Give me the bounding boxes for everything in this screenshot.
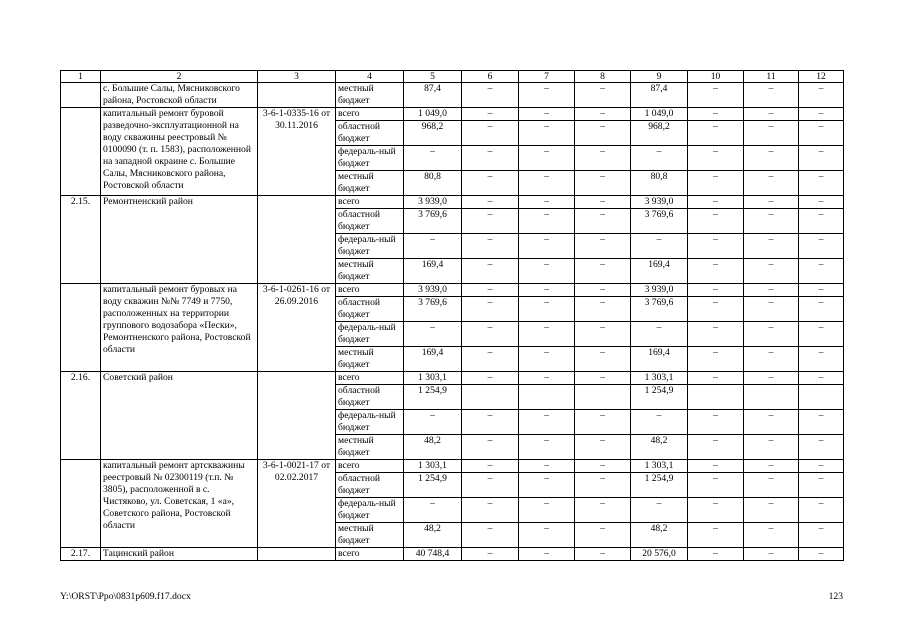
value-cell: – [519,171,575,196]
value-cell: – [744,108,799,121]
value-cell: – [519,473,575,498]
value-cell: – [462,234,519,259]
value-cell: 1 303,1 [631,460,688,473]
value-cell: – [519,83,575,108]
value-cell: – [799,196,844,209]
funding-source: всего [336,196,404,209]
value-cell: – [462,372,519,385]
value-cell: – [462,196,519,209]
value-cell: – [744,146,799,171]
value-cell: – [744,284,799,297]
value-cell: – [744,121,799,146]
value-cell: – [688,523,744,548]
table-row [61,108,844,121]
funding-source: местный бюджет [336,523,404,548]
footer-page-number: 123 [828,591,843,602]
item-number [61,108,101,196]
value-cell: – [799,435,844,460]
value-cell: – [688,108,744,121]
registration-number: 3-6-1-0261-16 от 26.09.2016 [258,284,336,372]
value-cell [799,385,844,410]
value-cell: – [462,498,519,523]
budget-table [60,70,844,561]
value-cell: – [744,460,799,473]
value-cell: – [575,121,631,146]
value-cell: – [519,372,575,385]
value-cell: – [462,108,519,121]
value-cell: – [462,460,519,473]
registration-number: 3-6-1-0021-17 от 02.02.2017 [258,460,336,548]
funding-source: областной бюджет [336,209,404,234]
value-cell: – [799,523,844,548]
value-cell: – [799,473,844,498]
value-cell: – [519,523,575,548]
header-cell: 4 [336,71,404,83]
value-cell: – [688,322,744,347]
value-cell: – [799,108,844,121]
funding-source: местный бюджет [336,259,404,284]
value-cell: – [688,372,744,385]
item-name: Советский район [101,372,258,460]
value-cell: – [799,171,844,196]
value-cell: – [631,146,688,171]
table-row [61,196,844,209]
value-cell: – [744,548,799,561]
value-cell: – [575,259,631,284]
value-cell: 1 303,1 [404,460,462,473]
value-cell: – [631,322,688,347]
registration-number [258,196,336,284]
value-cell: – [575,473,631,498]
header-cell: 11 [744,71,799,83]
value-cell: – [404,234,462,259]
item-number [61,460,101,548]
funding-source: областной бюджет [336,473,404,498]
value-cell: – [519,196,575,209]
funding-source: федераль-ный бюджет [336,322,404,347]
value-cell: – [744,473,799,498]
value-cell: 3 939,0 [631,284,688,297]
value-cell: – [799,460,844,473]
table-row [61,460,844,473]
value-cell: – [799,146,844,171]
funding-source: всего [336,108,404,121]
value-cell: – [575,209,631,234]
value-cell: – [462,473,519,498]
value-cell: – [462,146,519,171]
table-row [61,548,844,561]
item-name: капитальный ремонт буровой разведочно-эксплуатационной на воду скважины реестровый № 0100090 (т. п. 1583), расположенной на западной окраине с. Большие Салы, Мясниковского района, Ростовской области [101,108,258,196]
value-cell: 48,2 [404,435,462,460]
value-cell: 80,8 [631,171,688,196]
value-cell: – [688,473,744,498]
value-cell: – [799,284,844,297]
value-cell: – [519,410,575,435]
funding-source: областной бюджет [336,297,404,322]
item-number [61,83,101,108]
value-cell: 169,4 [404,259,462,284]
value-cell: 87,4 [631,83,688,108]
value-cell: – [462,410,519,435]
funding-source: местный бюджет [336,435,404,460]
value-cell: – [744,523,799,548]
value-cell: – [462,83,519,108]
value-cell: – [799,259,844,284]
value-cell: – [519,435,575,460]
value-cell: – [575,347,631,372]
value-cell: – [575,460,631,473]
value-cell: – [744,435,799,460]
value-cell: 1 049,0 [631,108,688,121]
header-cell: 1 [61,71,101,83]
funding-source: всего [336,460,404,473]
value-cell [688,385,744,410]
value-cell: – [688,83,744,108]
funding-source: областной бюджет [336,121,404,146]
value-cell: 3 769,6 [631,297,688,322]
value-cell: – [462,284,519,297]
value-cell: 3 939,0 [404,284,462,297]
header-cell: 8 [575,71,631,83]
value-cell: – [575,410,631,435]
value-cell: – [799,347,844,372]
value-cell: – [519,108,575,121]
value-cell: – [519,234,575,259]
value-cell: 3 939,0 [404,196,462,209]
value-cell: – [462,347,519,372]
value-cell: 169,4 [404,347,462,372]
value-cell: – [631,410,688,435]
value-cell: – [744,196,799,209]
value-cell: – [799,297,844,322]
header-cell: 2 [101,71,258,83]
value-cell: – [462,435,519,460]
value-cell: 169,4 [631,259,688,284]
table-row [61,83,844,108]
value-cell: 3 769,6 [404,297,462,322]
value-cell: – [688,284,744,297]
value-cell: – [519,548,575,561]
registration-number [258,548,336,561]
item-number: 2.15. [61,196,101,284]
value-cell: 48,2 [631,435,688,460]
header-cell: 10 [688,71,744,83]
value-cell: – [744,347,799,372]
item-name: Тацинский район [101,548,258,561]
value-cell: – [575,171,631,196]
registration-number: 3-6-1-0335-16 от 30.11.2016 [258,108,336,196]
value-cell: – [519,284,575,297]
value-cell: – [744,259,799,284]
funding-source: федераль-ный бюджет [336,498,404,523]
value-cell: 1 254,9 [631,473,688,498]
value-cell: – [799,83,844,108]
value-cell: – [575,196,631,209]
value-cell: – [744,498,799,523]
table-body [61,71,844,561]
value-cell: – [744,171,799,196]
value-cell: – [799,209,844,234]
registration-number [258,372,336,460]
value-cell [462,385,519,410]
value-cell: 968,2 [404,121,462,146]
value-cell: – [688,259,744,284]
item-number [61,284,101,372]
value-cell [519,385,575,410]
value-cell: 1 254,9 [404,385,462,410]
value-cell: – [799,121,844,146]
value-cell: 3 769,6 [404,209,462,234]
value-cell: – [799,410,844,435]
value-cell: – [744,209,799,234]
value-cell: 968,2 [631,121,688,146]
value-cell: 169,4 [631,347,688,372]
value-cell: – [631,498,688,523]
value-cell: – [688,297,744,322]
value-cell: – [799,372,844,385]
value-cell: – [575,146,631,171]
value-cell: – [575,548,631,561]
value-cell: – [519,498,575,523]
value-cell: – [688,548,744,561]
value-cell: – [404,146,462,171]
funding-source: местный бюджет [336,347,404,372]
value-cell: – [575,297,631,322]
value-cell: – [462,322,519,347]
header-cell: 6 [462,71,519,83]
value-cell: – [519,121,575,146]
value-cell: – [575,372,631,385]
value-cell: – [519,259,575,284]
funding-source: местный бюджет [336,83,404,108]
value-cell: – [688,498,744,523]
value-cell: – [519,209,575,234]
value-cell: – [519,322,575,347]
value-cell: – [462,523,519,548]
value-cell: – [688,347,744,372]
funding-source: федераль-ный бюджет [336,146,404,171]
value-cell: – [462,297,519,322]
value-cell: – [688,171,744,196]
header-cell: 5 [404,71,462,83]
table-row [61,372,844,385]
value-cell: – [688,146,744,171]
value-cell: – [744,372,799,385]
value-cell: – [462,548,519,561]
value-cell: – [688,196,744,209]
value-cell: – [744,322,799,347]
footer-file-path: Y:\ORST\Ppo\0831p609.f17.docx [60,591,191,602]
value-cell: – [575,322,631,347]
value-cell: – [744,410,799,435]
value-cell: – [744,83,799,108]
value-cell: – [744,234,799,259]
value-cell: – [688,410,744,435]
item-name: с. Большие Салы, Мясниковского района, Ростовской области [101,83,258,108]
funding-source: всего [336,284,404,297]
value-cell: 1 049,0 [404,108,462,121]
funding-source: всего [336,548,404,561]
value-cell: – [462,121,519,146]
funding-source: областной бюджет [336,385,404,410]
value-cell: 87,4 [404,83,462,108]
value-cell: – [404,498,462,523]
value-cell: – [575,234,631,259]
value-cell: – [799,322,844,347]
value-cell: – [404,322,462,347]
value-cell: – [575,108,631,121]
header-cell: 12 [799,71,844,83]
value-cell: 48,2 [404,523,462,548]
value-cell: – [462,171,519,196]
value-cell: – [575,435,631,460]
header-cell: 9 [631,71,688,83]
funding-source: местный бюджет [336,171,404,196]
value-cell: 1 254,9 [404,473,462,498]
value-cell: 80,8 [404,171,462,196]
value-cell: – [575,498,631,523]
value-cell: – [688,209,744,234]
value-cell: – [799,548,844,561]
value-cell: – [519,347,575,372]
item-number: 2.16. [61,372,101,460]
value-cell: 1 303,1 [404,372,462,385]
value-cell: 20 576,0 [631,548,688,561]
value-cell: – [688,121,744,146]
funding-source: всего [336,372,404,385]
value-cell: – [462,209,519,234]
value-cell: 48,2 [631,523,688,548]
value-cell: – [744,297,799,322]
value-cell: 1 303,1 [631,372,688,385]
value-cell: – [404,410,462,435]
item-name: капитальный ремонт артскважины реестровый № 02300119 (т.п. № 3805), расположенной в с. Чистяково, ул. Советская, 1 «а», Советского района, Ростовской области [101,460,258,548]
value-cell: 1 254,9 [631,385,688,410]
item-number: 2.17. [61,548,101,561]
value-cell: 3 939,0 [631,196,688,209]
value-cell: – [688,234,744,259]
value-cell: – [575,83,631,108]
funding-source: федераль-ный бюджет [336,234,404,259]
registration-number [258,83,336,108]
value-cell: – [575,523,631,548]
item-name: Ремонтненский район [101,196,258,284]
item-name: капитальный ремонт буровых на воду скважин №№ 7749 и 7750, расположенных на территории группового водозабора «Пески», Ремонтненского района, Ростовской области [101,284,258,372]
value-cell: – [575,284,631,297]
value-cell: – [462,259,519,284]
value-cell: – [519,297,575,322]
header-cell: 7 [519,71,575,83]
table-row [61,284,844,297]
value-cell: – [799,234,844,259]
value-cell: – [688,435,744,460]
header-row [61,71,844,83]
header-cell: 3 [258,71,336,83]
value-cell: – [631,234,688,259]
value-cell: 3 769,6 [631,209,688,234]
value-cell: – [519,146,575,171]
value-cell: – [688,460,744,473]
value-cell [744,385,799,410]
funding-source: федераль-ный бюджет [336,410,404,435]
value-cell [575,385,631,410]
value-cell: 40 748,4 [404,548,462,561]
value-cell: – [799,498,844,523]
value-cell: – [519,460,575,473]
